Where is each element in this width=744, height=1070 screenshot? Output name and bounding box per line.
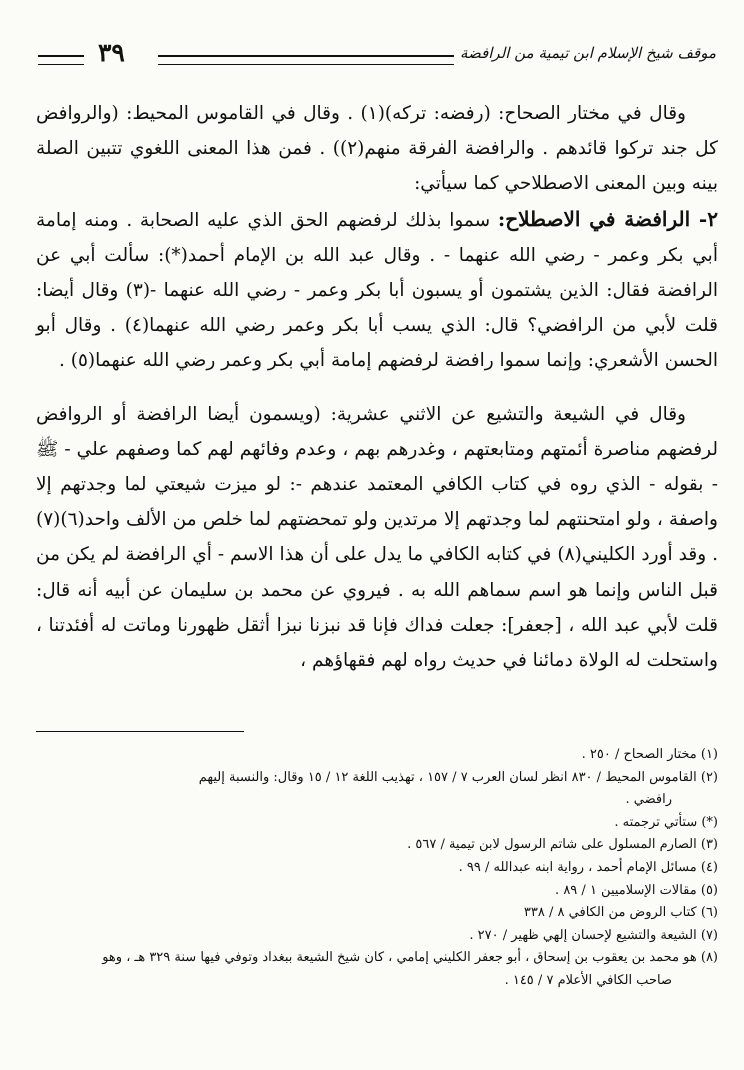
text-line: - ﷺ - بقوله - الذي روه في كتاب الكافي المعتمد عندهم -: لو ميزت شيعتي لما — [36, 438, 718, 496]
text-line: سموا بذلك لرفضهم الحق الذي عليه الصحابة . ومنه — [84, 209, 491, 231]
body-text — [36, 96, 718, 678]
paragraph-3 — [36, 397, 718, 679]
text-line: جند تركوا قائدهم . والرافضة الفرقة منهم(٢)) . فمن هذا المعنى اللغوي تتبين الصلة بينه — [36, 138, 718, 195]
footnote-8-continuation: صاحب الكافي الأعلام ٧ / ١٤٥ . — [504, 972, 672, 988]
text-line: عن الرافضة فقال: الذين يشتمون أو يسبون أبا بكر وعمر - رضي الله عنهما -(٣) وقال — [36, 244, 718, 302]
header-rule — [158, 55, 454, 65]
page-number: ٣٩ — [98, 38, 125, 67]
paragraph-gap — [36, 379, 718, 397]
text-line: عنهما(٥) . — [59, 350, 137, 372]
page-header — [38, 38, 716, 78]
footnote-7: (٧) الشيعة والتشيع لإحسان إلهي ظهير / ٢٧٠ . — [469, 927, 718, 943]
text-line: وجدتهم إلا واصفة ، ولو امتحنتهم لما وجدتهم إلا مرتدين ولو تمحضتهم لما خلص من — [36, 474, 718, 531]
text-line: وبين المعنى الاصطلاحي كما سيأتي: — [414, 173, 686, 195]
text-line: الألف واحد(٦)(٧) . وقد أورد الكليني(٨) في كتابه الكافي ما يدل على أن هذا الاسم - أي — [36, 509, 718, 566]
text-line: أبو الحسن الأشعري: وإنما سموا رافضة لرفضهم إمامة أبي بكر وعمر رضي الله — [36, 315, 718, 372]
footnote-6: (٦) كتاب الروض من الكافي ٨ / ٣٣٨ — [523, 905, 718, 921]
section-heading: ٢- الرافضة في الاصطلاح: — [497, 206, 718, 231]
paragraph-1 — [36, 96, 718, 202]
footnote-3: (٣) الصارم المسلول على شاتم الرسول لابن تيمية / ٥٦٧ . — [407, 837, 718, 853]
footnote-2: (٢) القاموس المحيط / ٨٣٠ انظر لسان العرب ٧ / ١٥٧ ، تهذيب اللغة ١٢ / ١٥ وقال: والنسبة إليهم — [198, 769, 718, 785]
text-line: وقال في مختار الصحاح: (رفضه: تركه)(١) . وقال في القاموس المحيط: (والروافض كل — [36, 103, 718, 160]
header-rule-left — [38, 55, 84, 65]
text-line: عن أبيه أنه قال: قلت لأبي عبد الله ، [جعفر]: جعلت فداك فإنا قد نبزنا نبزا أثقل — [36, 579, 718, 636]
text-line: لرفضهم مناصرة أئمتهم ومتابعتهم ، وغدرهم بهم ، وعدم وفائهم لهم كما وصفهم علي — [76, 438, 718, 460]
text-line: أيضا: قلت لأبي من الرافضي؟ قال: الذي يسب أبا بكر وعمر رضي الله عنهما(٤) . وقال — [36, 280, 718, 337]
text-line: إمامة أبي بكر وعمر - رضي الله عنهما - . وقال عبد الله بن الإمام أحمد(*): سألت أبي — [36, 209, 718, 266]
text-line: وقال في الشيعة والتشيع عن الاثني عشرية: (ويسمون أيضا الرافضة أو الروافض — [36, 403, 686, 425]
footnote-5: (٥) مقالات الإسلاميين ١ / ٨٩ . — [555, 882, 718, 898]
footnote-8: (٨) هو محمد بن يعقوب بن إسحاق ، أبو جعفر الكليني إمامي ، كان شيخ الشيعة ببغداد وتوفي فيها سنة ٣٢٩ هـ ، وهو — [102, 950, 718, 966]
footnote-1: (١) مختار الصحاح / ٢٥٠ . — [581, 747, 718, 762]
footnote-separator — [36, 731, 244, 732]
footnote-star: (*) ستأتي ترجمته . — [614, 814, 718, 830]
text-line: الرافضة لم يكن من قبل الناس وإنما هو اسم سماهم الله به . فيروي عن محمد بن سليمان — [36, 544, 718, 601]
text-line: ظهورنا وماتت له أفئدتنا ، واستحلت له الولاة دمائنا في حديث رواه لهم فقهاؤهم ، — [36, 614, 718, 672]
footnotes — [36, 744, 718, 993]
footnote-4: (٤) مسائل الإمام أحمد ، رواية ابنه عبدالله / ٩٩ . — [458, 859, 718, 875]
running-title: موقف شيخ الإسلام ابن تيمية من الرافضة — [460, 44, 716, 62]
paragraph-2 — [36, 202, 718, 379]
footnote-2-continuation: رافضي . — [625, 792, 672, 808]
